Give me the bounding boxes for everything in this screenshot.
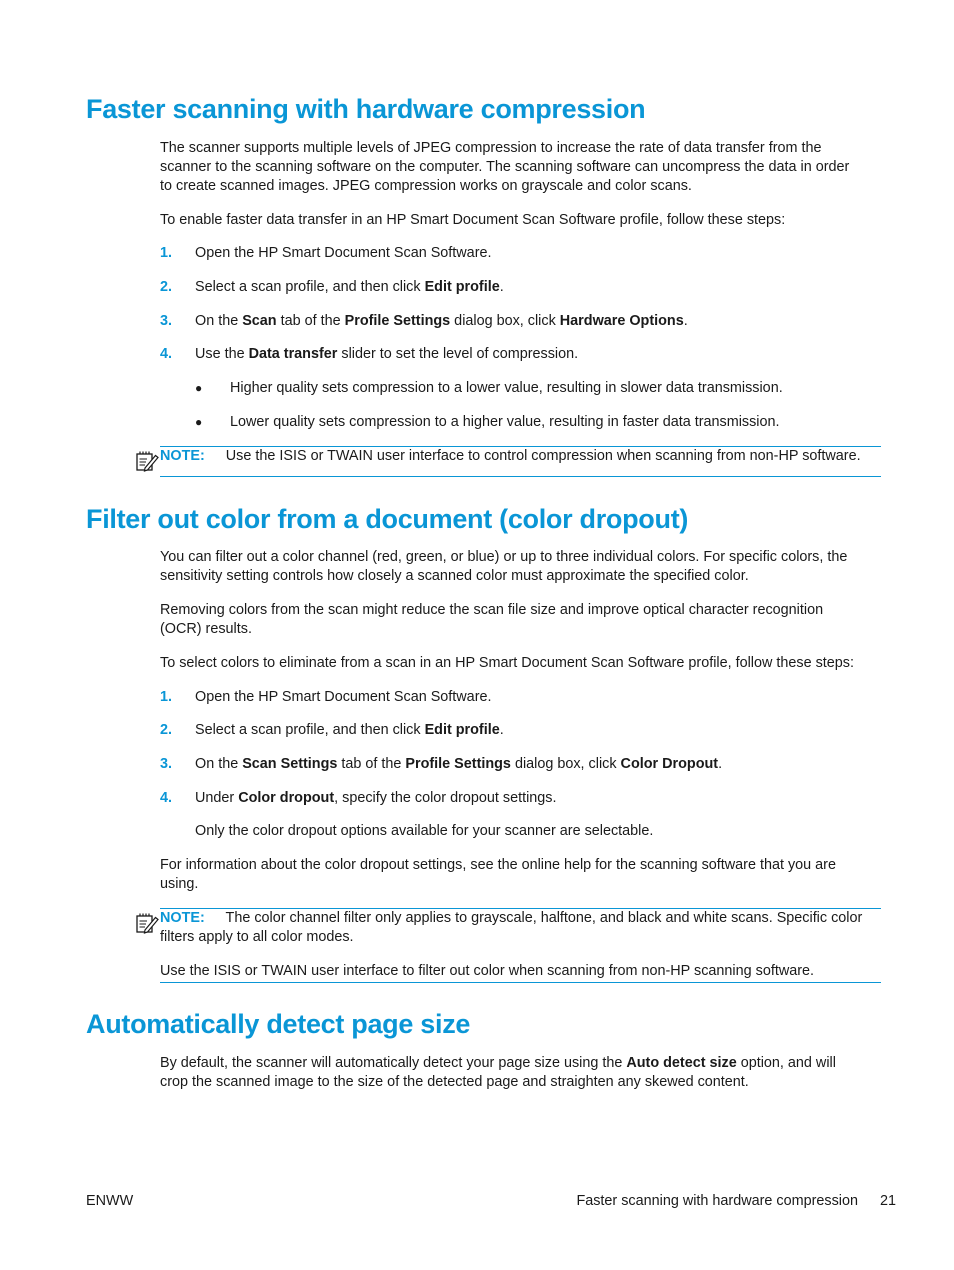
note-pencil-icon — [135, 450, 159, 472]
section-heading-page-size: Automatically detect page size — [86, 1009, 471, 1039]
text-line: crop the scanned image to the size of the detected page and straighten any skewed content. — [160, 1074, 749, 1090]
text-line: By default, the scanner will automatically detect your page size using the Auto detect size option, and will — [160, 1055, 836, 1071]
footer-enww: ENWW — [86, 1193, 134, 1209]
bullet-icon: ● — [195, 415, 203, 429]
paragraph-compression-intro — [160, 139, 884, 196]
text-line: The scanner supports multiple levels of JPEG compression to increase the rate of data transfer from the — [160, 140, 822, 156]
text-line: For information about the color dropout settings, see the online help for the scanning software that you are — [160, 857, 836, 873]
step-text: Select a scan profile, and then click Edit profile. — [195, 279, 504, 295]
step-text: Select a scan profile, and then click Edit profile. — [195, 722, 504, 738]
paragraph-color-filter — [160, 548, 884, 586]
footer-title: Faster scanning with hardware compression — [576, 1193, 858, 1209]
step-number: 1. — [160, 245, 173, 261]
footer-running-title — [576, 1192, 896, 1211]
section-heading-hardware-compression: Faster scanning with hardware compression — [86, 94, 646, 124]
note-compression — [160, 447, 861, 466]
step-detail-text: Only the color dropout options available for your scanner are selectable. — [195, 823, 654, 839]
text-line: sensitivity setting controls how closely a scanned color must approximate the specified color. — [160, 568, 749, 584]
step-number: 4. — [160, 346, 173, 362]
bullet-text: Lower quality sets compression to a higher value, resulting in faster data transmission. — [230, 414, 780, 430]
note-text: Use the ISIS or TWAIN user interface to control compression when scanning from non-HP software. — [225, 448, 861, 464]
step-number: 4. — [160, 790, 173, 806]
text-line: scanner to the scanning software on the computer. The scanning software can uncompress the data in order — [160, 159, 850, 175]
step-number: 2. — [160, 722, 173, 738]
step-text: Use the Data transfer slider to set the level of compression. — [195, 346, 579, 362]
bullet-icon: ● — [195, 381, 203, 395]
note-text-continued: filters apply to all color modes. — [160, 929, 354, 945]
step-number: 3. — [160, 313, 173, 329]
note-text: The color channel filter only applies to grayscale, halftone, and black and white scans. Specific color — [225, 910, 863, 926]
note-color-channel — [160, 909, 862, 928]
step-number: 2. — [160, 279, 173, 295]
step-text: On the Scan Settings tab of the Profile Settings dialog box, click Color Dropout. — [195, 756, 723, 772]
text-line: (OCR) results. — [160, 621, 252, 637]
paragraph-steps-lead: To enable faster data transfer in an HP Smart Document Scan Software profile, follow these steps: — [160, 212, 786, 228]
step-text: Open the HP Smart Document Scan Software. — [195, 689, 492, 705]
paragraph-removing-colors — [160, 601, 884, 639]
text-line: to create scanned images. JPEG compression works on grayscale and color scans. — [160, 178, 692, 194]
note-pencil-icon — [135, 912, 159, 934]
note-label: NOTE: — [160, 910, 205, 926]
section-heading-color-dropout: Filter out color from a document (color dropout) — [86, 504, 689, 534]
note-label: NOTE: — [160, 448, 205, 464]
page-number: 21 — [879, 1193, 896, 1209]
paragraph-auto-detect — [160, 1054, 884, 1092]
paragraph-dropout-info — [160, 856, 884, 894]
note-text-isis-twain: Use the ISIS or TWAIN user interface to filter out color when scanning from non-HP scanning software. — [160, 963, 815, 979]
bullet-text: Higher quality sets compression to a lower value, resulting in slower data transmission. — [230, 380, 783, 396]
step-text: Open the HP Smart Document Scan Software. — [195, 245, 492, 261]
paragraph-steps-lead: To select colors to eliminate from a scan in an HP Smart Document Scan Software profile, follow these steps: — [160, 655, 854, 671]
note-bottom-rule — [160, 982, 881, 983]
step-number: 3. — [160, 756, 173, 772]
text-line: using. — [160, 876, 199, 892]
step-number: 1. — [160, 689, 173, 705]
note-bottom-rule — [160, 476, 881, 477]
step-text: On the Scan tab of the Profile Settings dialog box, click Hardware Options. — [195, 313, 688, 329]
text-line: You can filter out a color channel (red, green, or blue) or up to three individual colors. For specific colors, the — [160, 549, 848, 565]
text-line: Removing colors from the scan might reduce the scan file size and improve optical character recognition — [160, 602, 824, 618]
step-text: Under Color dropout, specify the color dropout settings. — [195, 790, 557, 806]
